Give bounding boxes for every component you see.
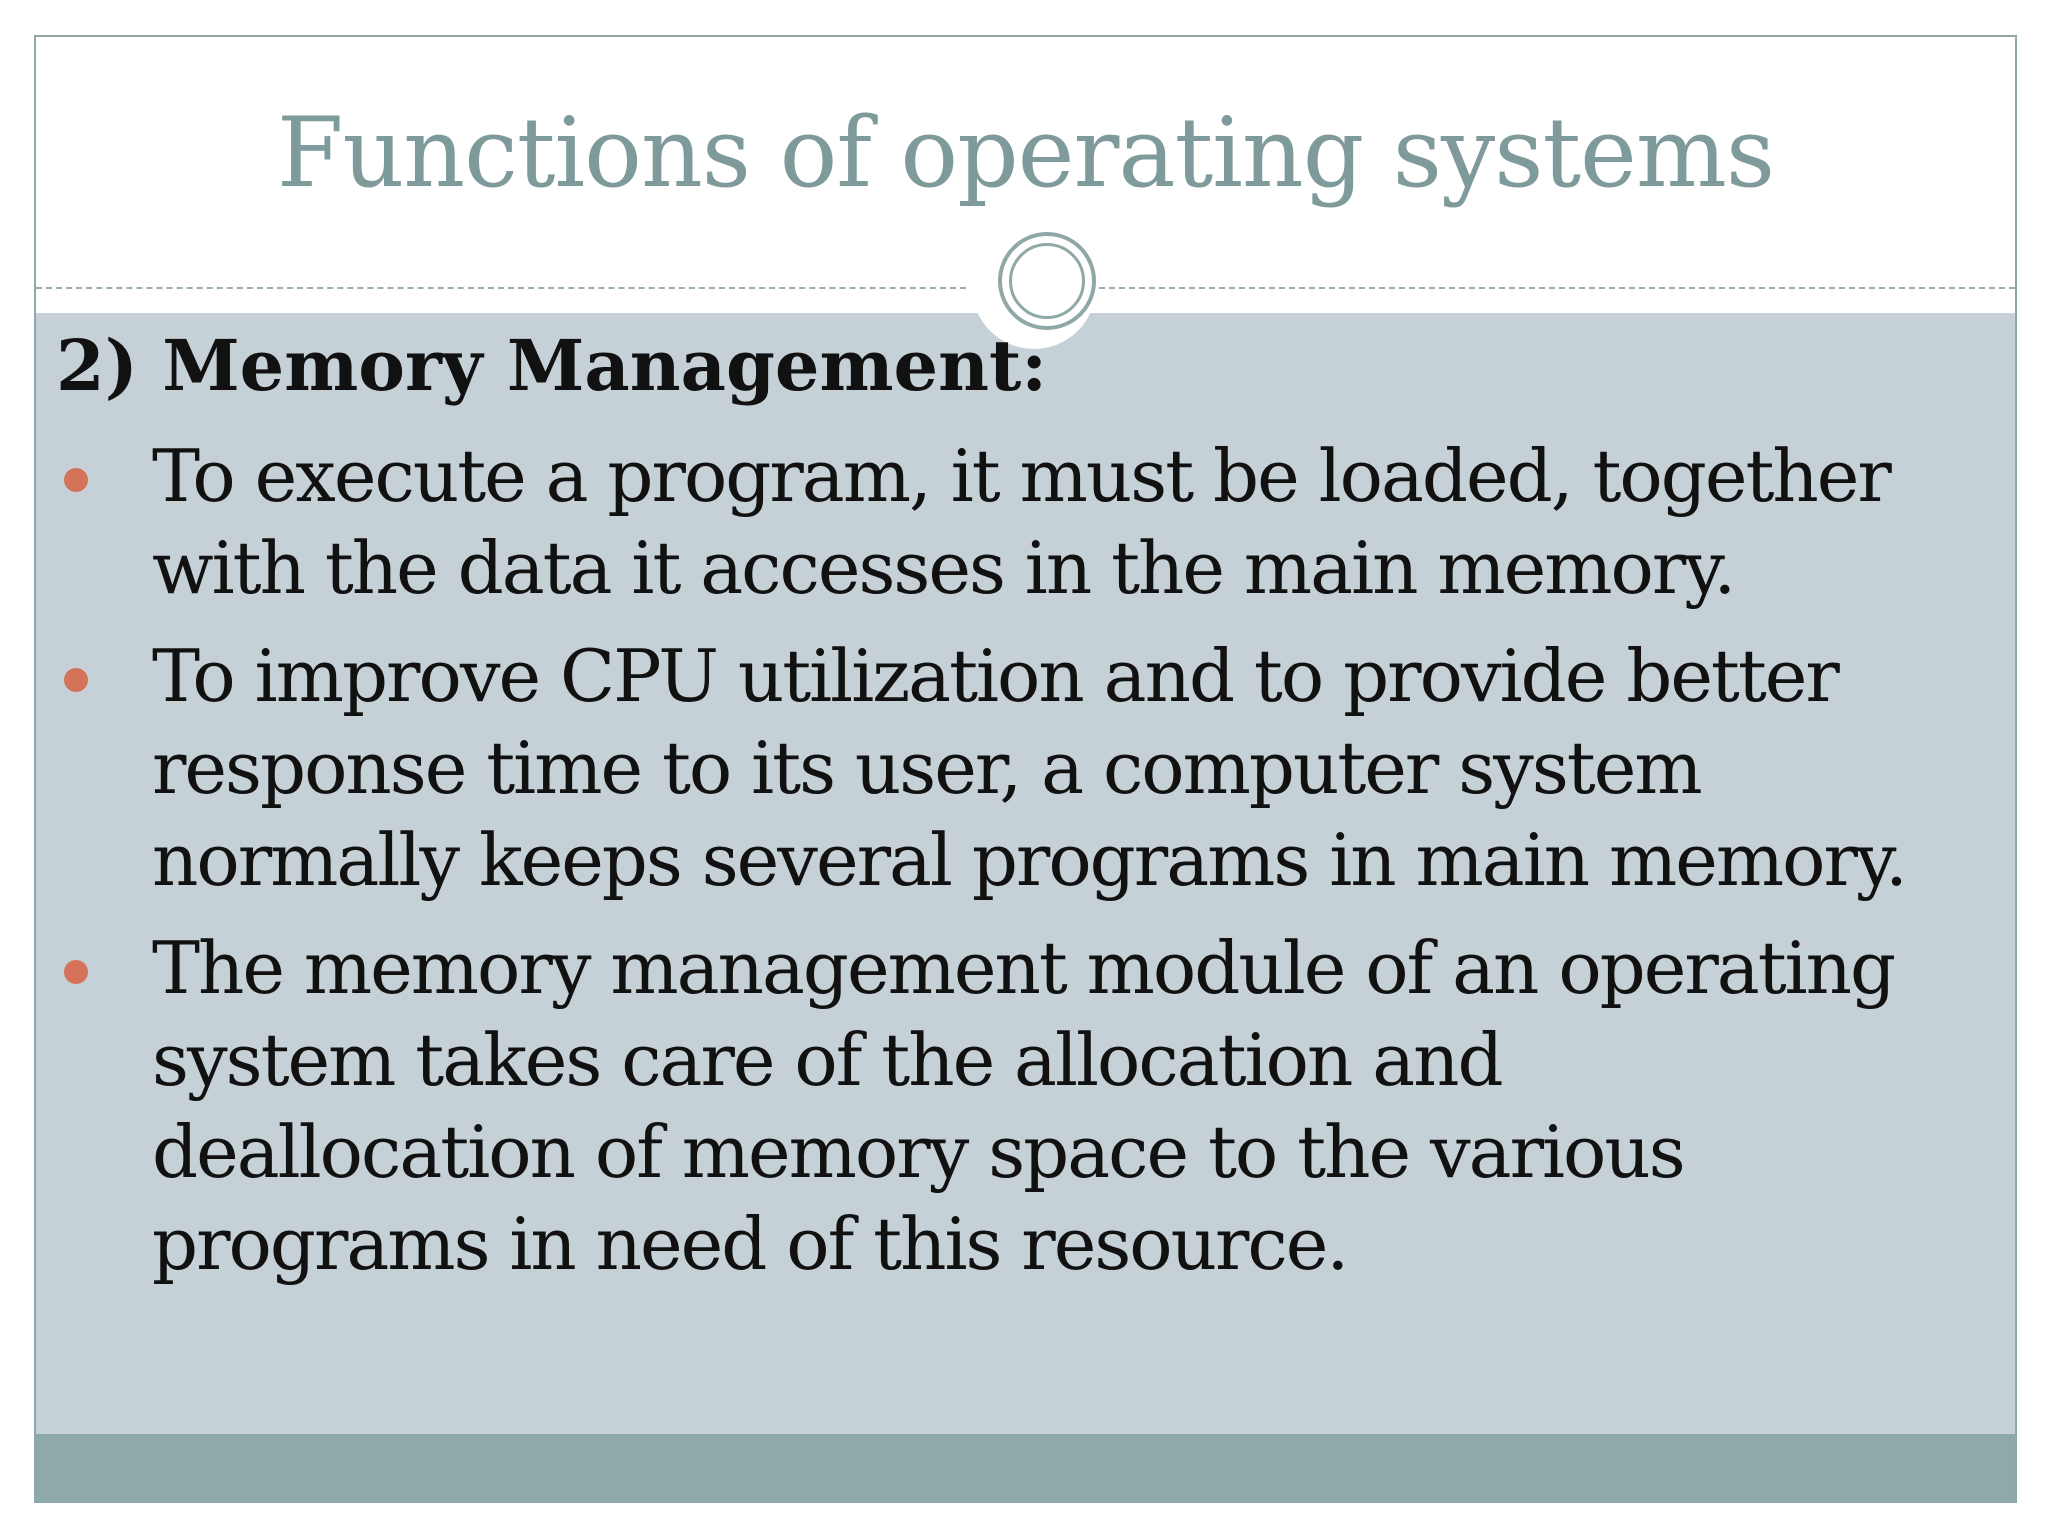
bullet-text: The memory management module of an operating system takes care of the allocation and deallocation of memory space to the various programs in need of this resource. (152, 926, 1895, 1286)
title-divider-left (36, 287, 966, 289)
title-divider-right (1099, 287, 2015, 289)
bullet-dot-icon (64, 468, 88, 492)
bullet-dot-icon (64, 668, 88, 692)
bullet-item (56, 922, 1936, 1290)
bullet-dot-icon (64, 960, 88, 984)
bullet-text: To execute a program, it must be loaded, together with the data it accesses in the main memory. (152, 434, 1890, 610)
circle-ornament-icon (998, 232, 1096, 330)
bullet-text: To improve CPU utilization and to provide better response time to its user, a computer system normally keeps several programs in main memory. (152, 634, 1906, 902)
bullet-item (56, 630, 1936, 906)
slide-title: Functions of operating systems (276, 97, 1775, 209)
circle-ornament-inner (1009, 243, 1085, 319)
bullet-list (56, 430, 1936, 1306)
section-heading: 2) Memory Management: (56, 324, 1048, 407)
footer-bar (36, 1434, 2015, 1503)
bullet-item (56, 430, 1936, 614)
